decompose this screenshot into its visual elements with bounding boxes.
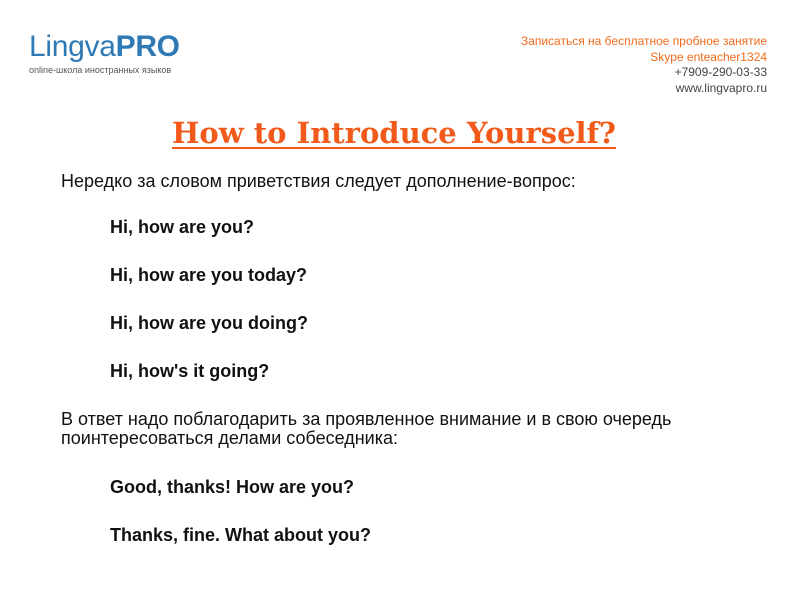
question-phrase-1: Hi, how are you? (110, 217, 255, 237)
question-phrase-2: Hi, how are you today? (110, 265, 308, 285)
answer-phrase-1: Good, thanks! How are you? (110, 477, 355, 497)
page-title: How to Introduce Yourself? (171, 116, 617, 150)
logo-wordmark-pro: PRO (115, 30, 180, 63)
question-phrase-4: Hi, how's it going? (110, 361, 270, 381)
intro-text: Нередко за словом приветствия следует дополнение-вопрос: (61, 171, 576, 191)
answer-phrase-2: Thanks, fine. What about you? (110, 525, 371, 545)
skype-contact: Skype enteacher1324 (650, 49, 767, 64)
contact-block (521, 34, 767, 96)
answer-intro-text: В ответ надо поблагодарить за проявленное внимание и в свою очередь поинтересоваться делами собеседника: (61, 409, 672, 448)
logo (29, 30, 180, 75)
logo-wordmark (29, 30, 180, 64)
website-link[interactable]: www.lingvapro.ru (675, 80, 767, 95)
logo-wordmark-lingva: Lingva (29, 30, 116, 63)
phone-number: +7909-290-03-33 (674, 65, 767, 79)
question-phrase-3: Hi, how are you doing? (110, 313, 308, 333)
signup-link[interactable]: Записаться на бесплатное пробное занятие (520, 34, 767, 48)
logo-tagline: online-школа иностранных языков (29, 65, 172, 75)
